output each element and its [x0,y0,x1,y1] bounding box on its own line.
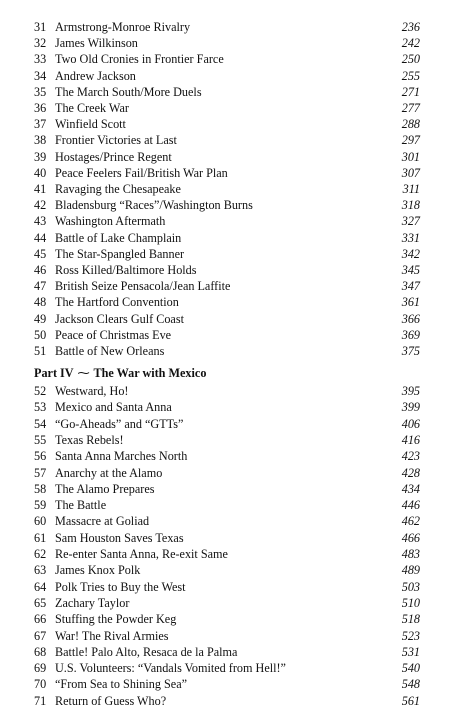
page-number: 255 [401,68,420,83]
page-number: 531 [401,644,420,659]
chapter-number: 61 [34,530,47,545]
chapter-title: The Hartford Convention [55,295,179,310]
toc-entry [34,579,420,595]
page-number: 423 [401,449,420,464]
chapter-title: Sam Houston Saves Texas [55,530,184,545]
toc-entry [34,181,420,197]
chapter-title: The Battle [55,498,107,513]
chapter-number: 34 [34,68,47,83]
chapter-number: 48 [34,295,47,310]
page-number: 434 [401,481,420,496]
chapter-title: Stuffing the Powder Keg [55,612,177,627]
chapter-title: Peace of Christmas Eve [55,327,172,342]
chapter-number: 41 [34,182,47,196]
chapter-number: 58 [34,481,47,496]
page-number: 406 [401,416,420,431]
chapter-number: 59 [34,498,47,513]
chapter-title: Frontier Victories at Last [55,133,177,148]
chapter-title: Bladensburg “Races”/Washington Burns [55,198,253,213]
toc-entry [34,497,420,513]
chapter-number: 55 [34,432,47,447]
chapter-title: Ravaging the Chesapeake [55,182,181,196]
chapter-title: Battle of Lake Champlain [55,230,182,245]
chapter-number: 52 [34,384,47,398]
chapter-title: Anarchy at the Alamo [55,465,163,480]
chapter-title: Westward, Ho! [55,384,129,398]
tilde-ornament-icon: ⁓ [77,366,90,380]
chapter-title: James Wilkinson [55,36,138,51]
toc-entry [34,327,420,343]
page-number: 236 [401,20,420,34]
chapter-title: Re-enter Santa Anna, Re-exit Same [55,547,228,561]
chapter-title: James Knox Polk [55,563,141,578]
chapter-title: Massacre at Goliad [55,514,150,529]
chapter-number: 69 [34,661,47,676]
page-number: 366 [401,311,420,326]
chapter-title: The Star-Spangled Banner [55,246,185,261]
page-number: 395 [401,384,420,398]
chapter-number: 32 [34,36,47,51]
chapter-title: Hostages/Prince Regent [55,149,172,164]
chapter-title: Battle! Palo Alto, Resaca de la Palma [55,644,238,659]
chapter-number: 43 [34,214,47,229]
toc-entry [34,197,420,213]
page-number: 301 [401,149,420,164]
page-number: 446 [401,498,420,513]
page-number: 466 [401,530,420,545]
page-number: 307 [401,165,420,180]
chapter-number: 31 [34,20,47,34]
toc-entry [34,311,420,327]
chapter-title: British Seize Pensacola/Jean Laffite [55,279,231,294]
chapter-number: 60 [34,514,47,529]
chapter-title: The Creek War [55,101,129,115]
page-number: 518 [401,612,420,627]
toc-entry [34,628,420,644]
toc-entry [34,481,420,497]
chapter-number: 53 [34,400,47,415]
toc-entry [34,399,420,415]
page-number: 561 [401,693,420,708]
chapter-number: 36 [34,101,47,115]
chapter-title: Jackson Clears Gulf Coast [55,311,184,326]
page-number: 510 [401,595,420,610]
chapter-number: 68 [34,644,47,659]
chapter-title: Polk Tries to Buy the West [55,579,186,594]
chapter-number: 62 [34,547,47,561]
chapter-number: 39 [34,149,47,164]
page-number: 242 [401,36,420,51]
toc-entry [34,213,420,229]
toc-entry [34,644,420,660]
toc-entry [34,465,420,481]
toc-entry [34,448,420,464]
chapter-title: Battle of New Orleans [55,344,165,358]
chapter-title: U.S. Volunteers: “Vandals Vomited from Hell!” [55,661,286,676]
chapter-number: 42 [34,198,47,213]
chapter-number: 35 [34,84,47,99]
page-number: 345 [401,263,420,277]
chapter-number: 63 [34,563,47,578]
page-number: 361 [401,295,420,310]
page-number: 311 [402,182,420,196]
page-number: 277 [401,101,420,115]
toc-entry [34,595,420,611]
page-number: 503 [401,579,420,594]
toc-entry [34,262,420,278]
chapter-title: Santa Anna Marches North [55,449,188,464]
chapter-title: Two Old Cronies in Frontier Farce [55,52,224,67]
chapter-number: 47 [34,279,47,294]
toc-entry [34,611,420,627]
toc-entry [34,278,420,294]
page-number: 428 [401,465,420,480]
page-number: 548 [401,677,420,692]
page-number: 416 [401,432,420,447]
toc-entry [34,100,420,116]
toc-entry [34,432,420,448]
page-number: 288 [401,117,420,132]
chapter-number: 67 [34,628,47,643]
toc-entry [34,530,420,546]
page-number: 327 [401,214,420,229]
part-title: The War with Mexico [93,366,207,380]
toc-entry [34,383,420,399]
chapter-number: 38 [34,133,47,148]
chapter-title: “Go-Aheads” and “GTTs” [55,416,184,431]
part-iv-heading [34,365,206,381]
page-number: 369 [401,327,420,342]
chapter-number: 66 [34,612,47,627]
chapter-number: 40 [34,165,47,180]
chapter-number: 57 [34,465,47,480]
toc-entry [34,693,420,709]
chapter-number: 37 [34,117,47,132]
page-number: 297 [401,133,420,148]
chapter-number: 51 [34,344,47,358]
toc-entry [34,84,420,100]
chapter-title: The March South/More Duels [55,84,202,99]
toc-entry [34,132,420,148]
page-number: 399 [401,400,420,415]
page-number: 489 [401,563,420,578]
toc-entry [34,546,420,562]
chapter-number: 71 [34,693,47,708]
page-number: 271 [401,84,420,99]
chapter-title: Peace Feelers Fail/British War Plan [55,165,228,180]
chapter-title: The Alamo Prepares [55,481,155,496]
toc-entry [34,294,420,310]
toc-entry [34,230,420,246]
toc-entry [34,246,420,262]
chapter-title: Ross Killed/Baltimore Holds [55,263,197,277]
page-number: 540 [401,661,420,676]
page-number: 342 [401,246,420,261]
chapter-number: 45 [34,246,47,261]
chapter-title: Return of Guess Who? [55,693,167,708]
toc-entry [34,35,420,51]
chapter-title: War! The Rival Armies [55,628,169,643]
toc-entry [34,513,420,529]
chapter-title: Washington Aftermath [55,214,166,229]
toc-entry [34,51,420,67]
toc-entry [34,116,420,132]
part-label: Part IV [34,366,74,380]
page-number: 347 [401,279,420,294]
chapter-number: 65 [34,595,47,610]
page-number: 375 [401,344,420,358]
chapter-title: Andrew Jackson [55,68,136,83]
toc-entry [34,676,420,692]
toc-entry [34,19,420,35]
chapter-number: 46 [34,263,47,277]
toc-entry [34,416,420,432]
chapter-number: 49 [34,311,47,326]
toc-entry [34,165,420,181]
toc-entry [34,562,420,578]
page-number: 523 [401,628,420,643]
chapter-title: Winfield Scott [55,117,126,132]
chapter-number: 64 [34,579,47,594]
page-number: 462 [401,514,420,529]
toc-entry [34,68,420,84]
chapter-number: 33 [34,52,47,67]
chapter-title: Mexico and Santa Anna [55,400,172,415]
chapter-number: 44 [34,230,47,245]
toc-entry [34,149,420,165]
chapter-number: 54 [34,416,47,431]
chapter-title: Zachary Taylor [55,595,130,610]
chapter-number: 70 [34,677,47,692]
page-number: 318 [401,198,420,213]
chapter-title: Armstrong-Monroe Rivalry [55,20,191,34]
chapter-title: “From Sea to Shining Sea” [55,677,188,692]
page-number: 331 [401,230,420,245]
chapter-number: 56 [34,449,47,464]
page-number: 250 [401,52,420,67]
page-number: 483 [401,547,420,561]
chapter-number: 50 [34,327,47,342]
toc-entry [34,660,420,676]
chapter-title: Texas Rebels! [55,432,124,447]
toc-entry [34,343,420,359]
